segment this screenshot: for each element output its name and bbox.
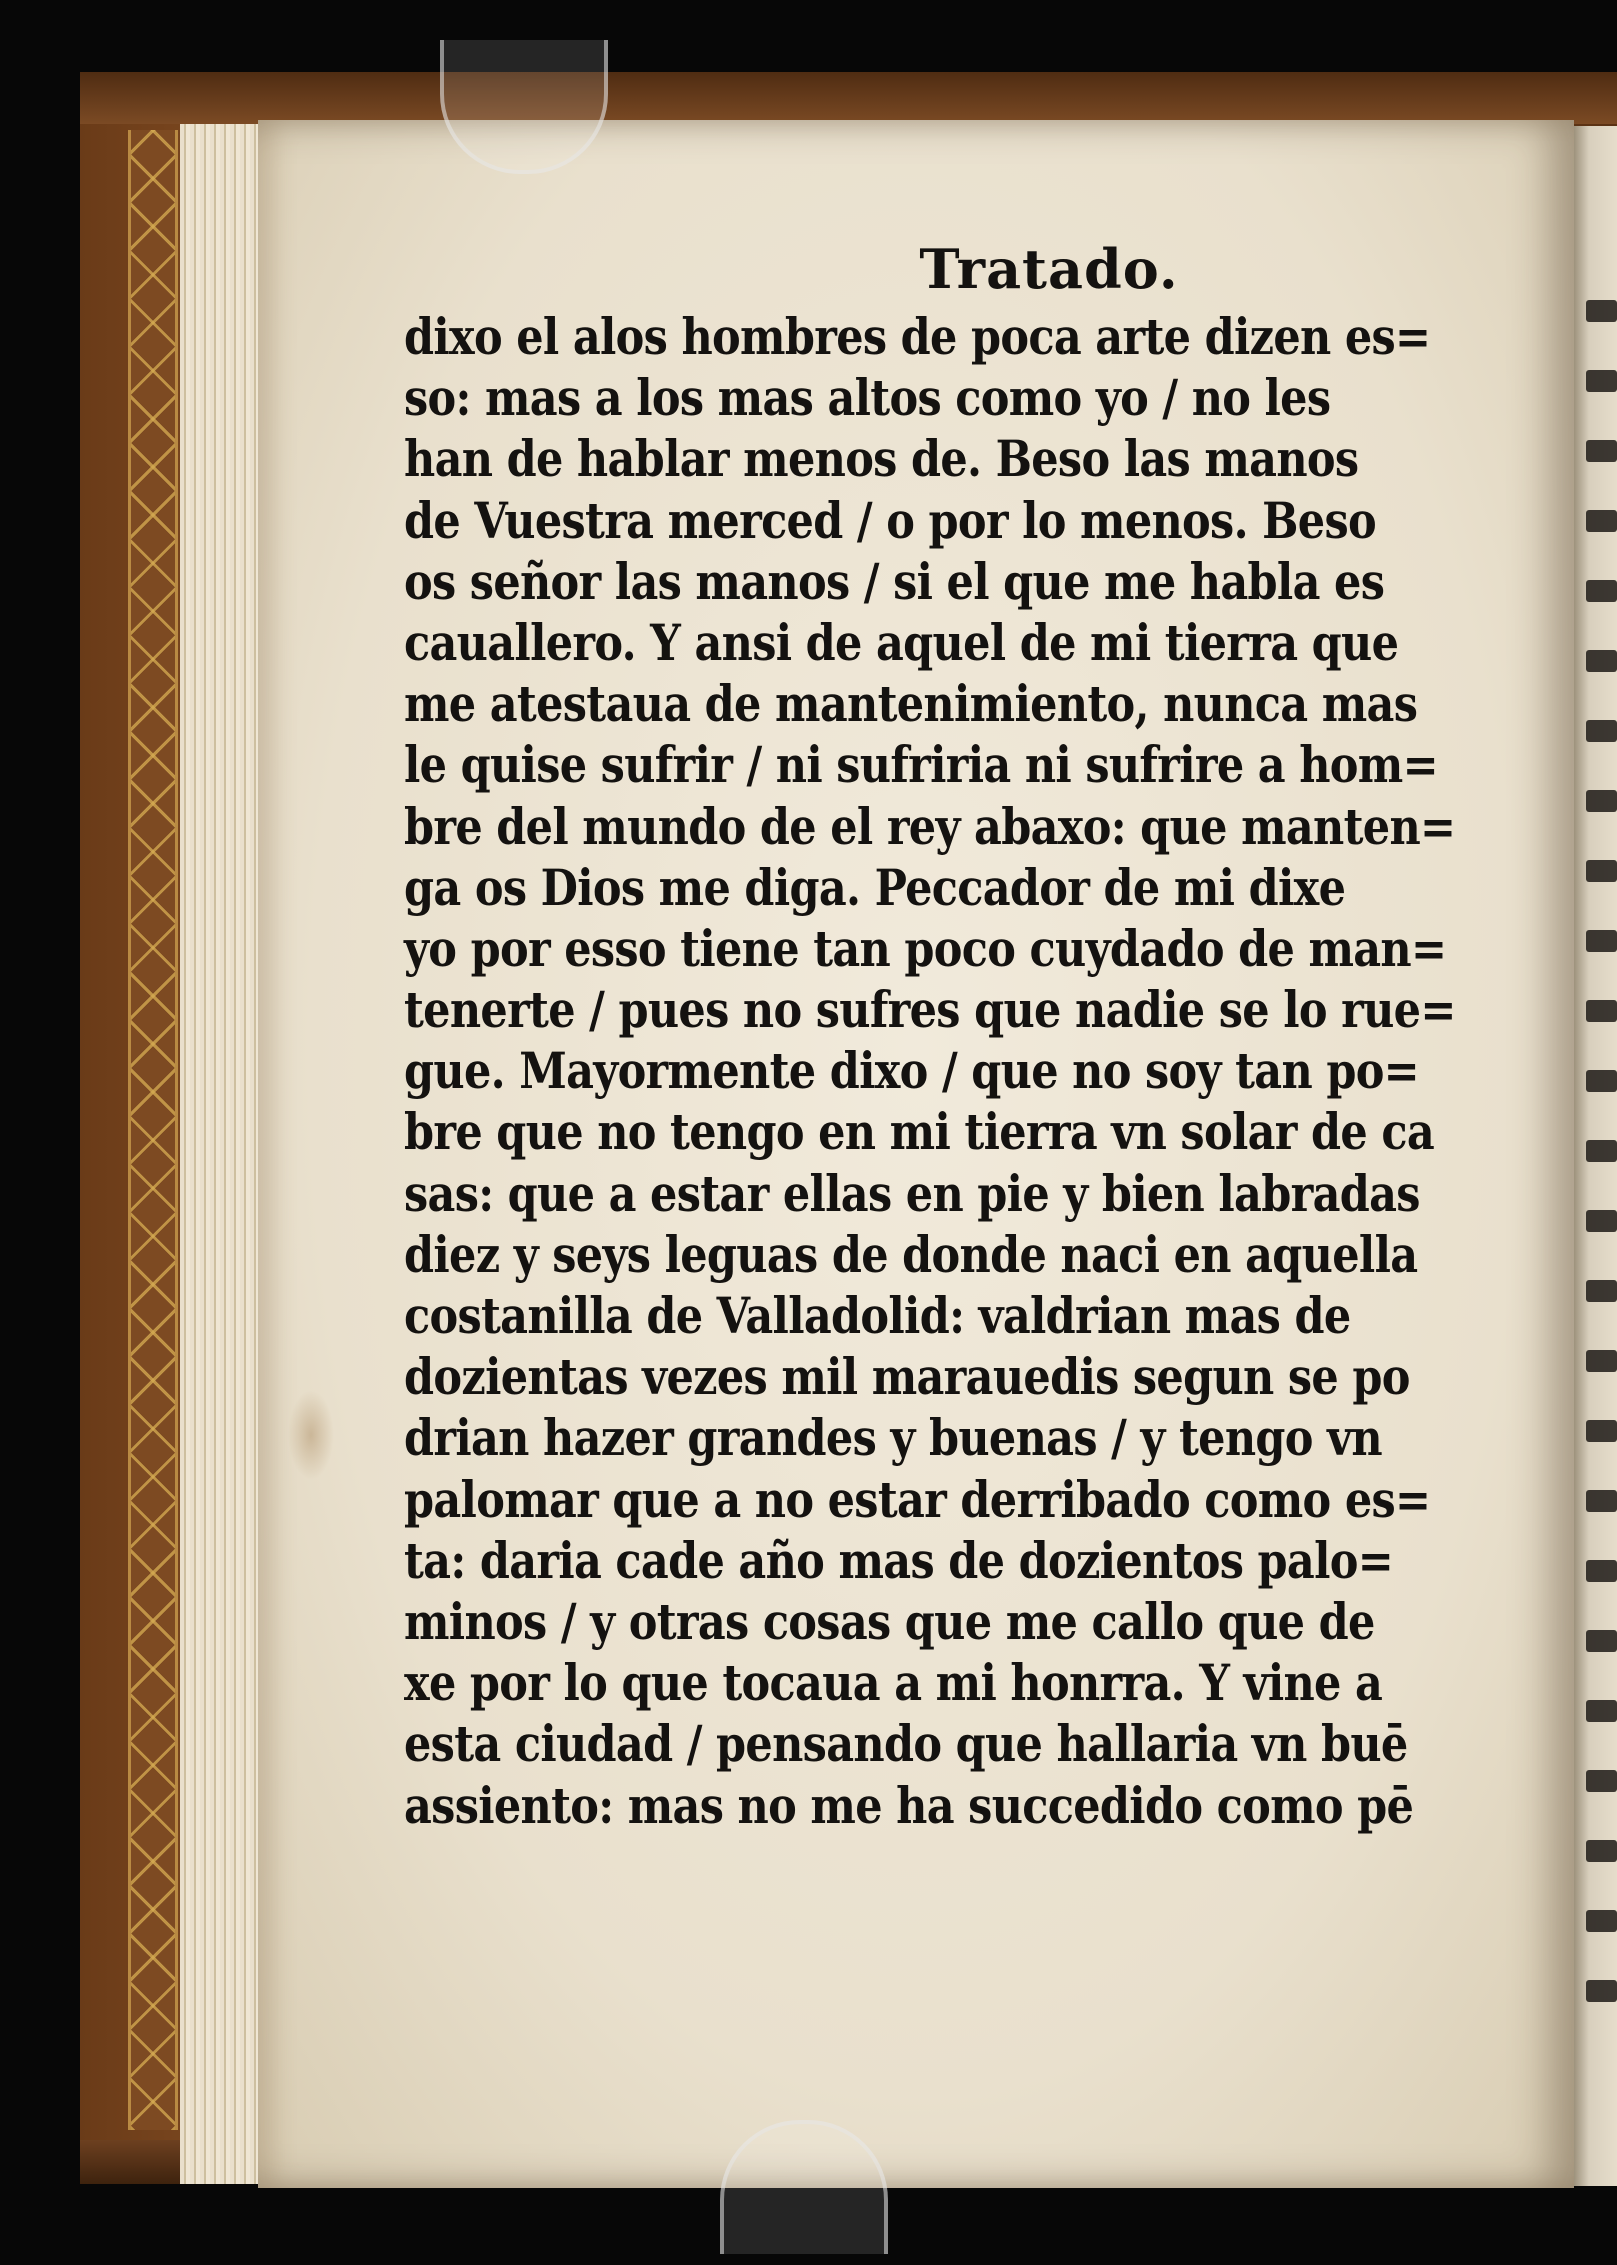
- facing-page-text-fragment: [1586, 650, 1617, 672]
- facing-page-text-fragment: [1586, 1070, 1617, 1092]
- text-line: yo por esso tiene tan poco cuydado de man=: [404, 918, 1447, 978]
- text-line: ta: daria cade año mas de dozientos palo=: [404, 1530, 1394, 1590]
- facing-page-text-fragment: [1586, 860, 1617, 882]
- facing-page-text-fragment: [1586, 1630, 1617, 1652]
- binding-top-edge: [80, 72, 1617, 124]
- facing-page-text-fragment: [1586, 1420, 1617, 1442]
- facing-page-text-fragment: [1586, 1140, 1617, 1162]
- gilt-tooling-border: [128, 130, 178, 2130]
- facing-page-text-fragment: [1586, 930, 1617, 952]
- page-block-edges: [180, 124, 260, 2184]
- text-line: bre que no tengo en mi tierra vn solar de ca: [404, 1102, 1435, 1162]
- facing-page-text-fragment: [1586, 1490, 1617, 1512]
- facing-page-text-fragment: [1586, 300, 1617, 322]
- text-line: gue. Mayormente dixo / que no soy tan po=: [404, 1041, 1420, 1101]
- facing-page-text-fragment: [1586, 1210, 1617, 1232]
- text-line: han de hablar menos de. Beso las manos: [404, 429, 1359, 489]
- text-line: dixo el alos hombres de poca arte dizen es=: [404, 307, 1431, 366]
- text-line: ga os Dios me diga. Peccador de mi dixe: [404, 857, 1346, 917]
- printed-text-block: [404, 236, 1554, 1836]
- text-line: de Vuestra merced / o por lo menos. Beso: [404, 490, 1376, 550]
- facing-page-text-fragment: [1586, 1910, 1617, 1932]
- text-line: diez y seys leguas de donde naci en aquella: [404, 1224, 1418, 1284]
- facing-page-text-fragment: [1586, 1000, 1617, 1022]
- facing-page-text-fragment: [1586, 1840, 1617, 1862]
- facing-page-text-fragment: [1586, 1700, 1617, 1722]
- facing-page-text-fragment: [1586, 1280, 1617, 1302]
- text-line: tenerte / pues no sufres que nadie se lo rue=: [404, 980, 1456, 1040]
- facing-page-text-fragment: [1586, 1350, 1617, 1372]
- facing-page-text-fragment: [1586, 580, 1617, 602]
- paper-stain: [288, 1390, 334, 1480]
- facing-page-text-fragment: [1586, 1980, 1617, 2002]
- facing-page-text-fragment: [1586, 510, 1617, 532]
- text-line: xe por lo que tocaua a mi honrra. Y vine a: [404, 1653, 1383, 1713]
- facing-page-text-fragment: [1586, 370, 1617, 392]
- text-line: bre del mundo de el rey abaxo: que manten=: [404, 796, 1456, 856]
- facing-page-text-fragment: [1586, 1770, 1617, 1792]
- text-line: so: mas a los mas altos como yo / no les: [404, 368, 1331, 428]
- text-line: minos / y otras cosas que me callo que de: [404, 1591, 1375, 1651]
- facing-page-text-fragment: [1586, 720, 1617, 742]
- text-line: os señor las manos / si el que me habla es: [404, 551, 1385, 611]
- text-line: drian hazer grandes y buenas / y tengo vn: [404, 1408, 1382, 1468]
- text-line: esta ciudad / pensando que hallaria vn buē: [404, 1714, 1408, 1774]
- text-line: costanilla de Valladolid: valdrian mas de: [404, 1286, 1351, 1345]
- facing-page-text-fragment: [1586, 440, 1617, 462]
- text-line: palomar que a no estar derribado como es=: [404, 1469, 1431, 1529]
- text-line: le quise sufrir / ni sufriria ni sufrire a hom=: [404, 735, 1438, 795]
- text-line: sas: que a estar ellas en pie y bien labradas: [404, 1163, 1420, 1223]
- running-head: Tratado.: [919, 237, 1179, 301]
- facing-page-text-fragment: [1586, 790, 1617, 812]
- text-line: me atestaua de mantenimiento, nunca mas: [404, 674, 1418, 734]
- text-line: dozientas vezes mil marauedis segun se po: [404, 1347, 1410, 1407]
- body-text: [404, 306, 1554, 1836]
- facing-page-text-fragment: [1586, 1560, 1617, 1582]
- text-line: assiento: mas no me ha succedido como pē: [404, 1775, 1414, 1835]
- text-line: cauallero. Y ansi de aquel de mi tierra que: [404, 612, 1399, 672]
